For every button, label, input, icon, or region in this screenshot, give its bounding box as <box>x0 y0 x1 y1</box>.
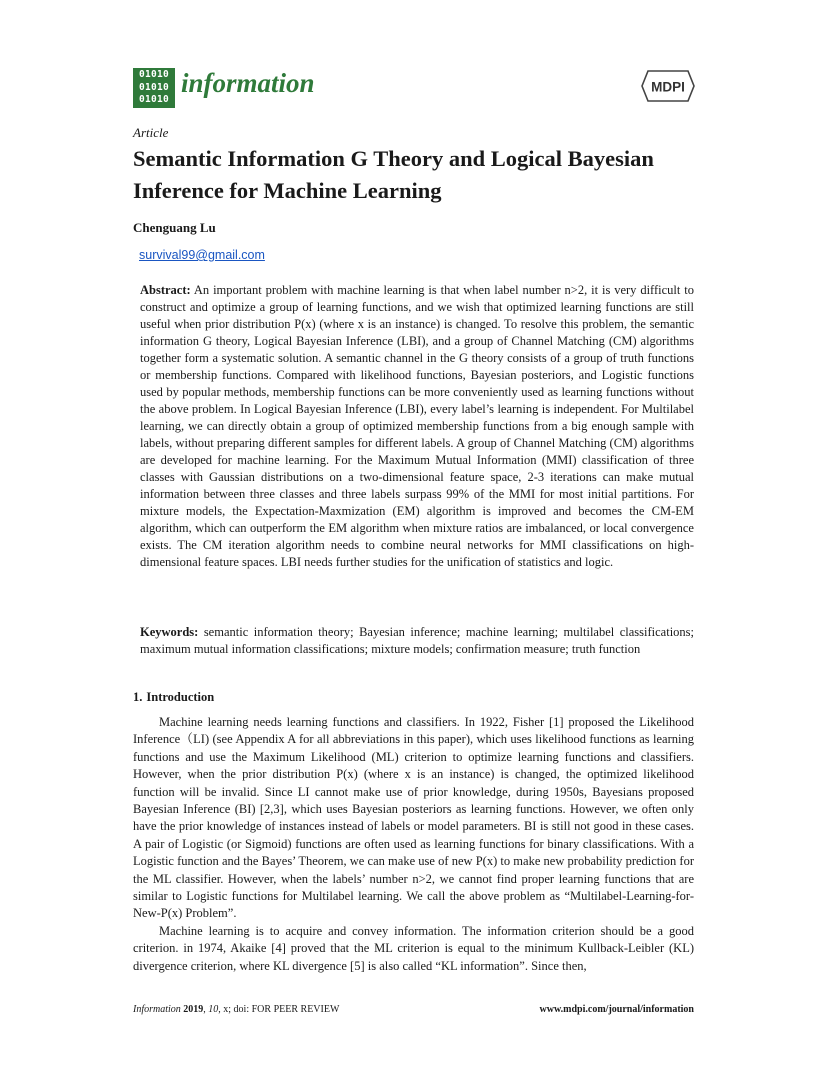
abstract-text: An important problem with machine learning is that when label number n>2, it is very difficult to construct and optimize a group of learning functions, and we wish that optimized learning functions are still useful when prior distribution P(x) (where x is an instance) is changed. To resolve this problem, the semantic information G theory, Logical Bayesian Inference (LBI), and a group of Channel Matching (CM) algorithms together form a systematic solution. A semantic channel in the G theory consists of a group of truth functions or membership functions. Compared with likelihood functions, Bayesian posteriors, and Logistic functions used by popular methods, membership functions can be more conveniently used as learning functions without the above problem. In Logical Bayesian Inference (LBI), every label’s learning is independent. For Multilabel learning, we can directly obtain a group of optimized membership functions from a big enough sample with labels, without preparing different samples for different labels. A group of Channel Matching (CM) algorithms are developed for machine learning. For the Maximum Mutual Information (MMI) classification of three classes with Gaussian distributions on a two-dimensional feature space, 2-3 iterations can make mutual information between three classes and three labels surpass 99% of the MMI for most initial partitions. For mixture models, the Expectation-Maxmization (EM) algorithm is improved and becomes the CM-EM algorithm, which can outperform the EM algorithm when mixture ratios are imbalanced, or local convergence exists. The CM iteration algorithm needs to combine neural networks for MMI classifications on high-dimensional feature spaces. LBI needs further studies for the unification of statistics and logic. <box>140 283 694 569</box>
article-title: Semantic Information G Theory and Logical Bayesian Inference for Machine Learning <box>133 146 654 203</box>
logo-line: 01010 <box>138 81 170 93</box>
paragraph: Machine learning needs learning functions and classifiers. In 1922, Fisher [1] proposed the Likelihood Inference（LI) (see Appendix A for all abbreviations in this paper), which uses likelihood functions as learning functions and use the Maximum Likelihood (ML) criterion to optimize learning functions and classifiers. However, when the prior distribution P(x) (where x is an instance) is changed, the optimized likelihood function will be invalid. Since LI cannot make use of prior knowledge, during 1950s, Bayesians proposed Bayesian Inference (BI) [2,3], which uses Bayesian posteriors as learning functions. However, we often only have the prior knowledge of instances instead of labels or model parameters. BI is still not good in these cases. A pair of Logistic (or Sigmoid) functions are often used as learning functions for binary classifications. With a Logistic function and the Bayes’ Theorem, we can make use of new P(x) to make new probability prediction for the ML classifier. However, when the labels’ number n>2, we cannot find proper learning functions that are similar to Logistic functions for Multilabel learning. We call the above problem as “Multilabel-Learning-for-New-P(x) Problem”. <box>133 715 694 921</box>
footer-doi: , x; doi: FOR PEER REVIEW <box>218 1004 340 1015</box>
logo-line: 01010 <box>138 94 170 105</box>
footer-journal: Information <box>133 1004 181 1015</box>
footer-year: 2019 <box>183 1004 204 1015</box>
author-email-link[interactable]: survival99@gmail.com <box>139 248 265 262</box>
footer-citation: Information 2019, 10, x; doi: FOR PEER REVIEW <box>133 1004 340 1015</box>
journal-logo <box>133 68 175 108</box>
article-type: Article <box>133 125 169 140</box>
abstract-label: Abstract: <box>140 283 191 297</box>
section-number: 1. <box>133 690 143 704</box>
keywords-text: semantic information theory; Bayesian inference; machine learning; multilabel classifications; maximum mutual information classifications; mixture models; confirmation measure; truth function <box>140 625 695 656</box>
paragraph: Machine learning is to acquire and convey information. The information criterion should be a good criterion. in 1974, Akaike [4] proved that the ML criterion is equal to the minimum Kullback-Leibler (KL) divergence criterion, where KL divergence [5] is also called “KL information”. Since then, <box>133 923 694 973</box>
mdpi-logo-icon <box>640 69 696 103</box>
logo-line: 01010 <box>138 69 170 80</box>
keywords <box>140 624 694 658</box>
mdpi-logo-text: MDPI <box>651 79 685 95</box>
author-name: Chenguang Lu <box>133 220 216 235</box>
footer-url[interactable]: www.mdpi.com/journal/information <box>539 1004 694 1015</box>
footer-volume: 10 <box>208 1004 219 1015</box>
journal-name: information <box>181 68 315 98</box>
introduction-body <box>133 714 694 975</box>
section-heading <box>133 690 214 705</box>
keywords-label: Keywords: <box>140 625 199 639</box>
section-title: Introduction <box>146 690 215 704</box>
abstract <box>140 282 694 571</box>
